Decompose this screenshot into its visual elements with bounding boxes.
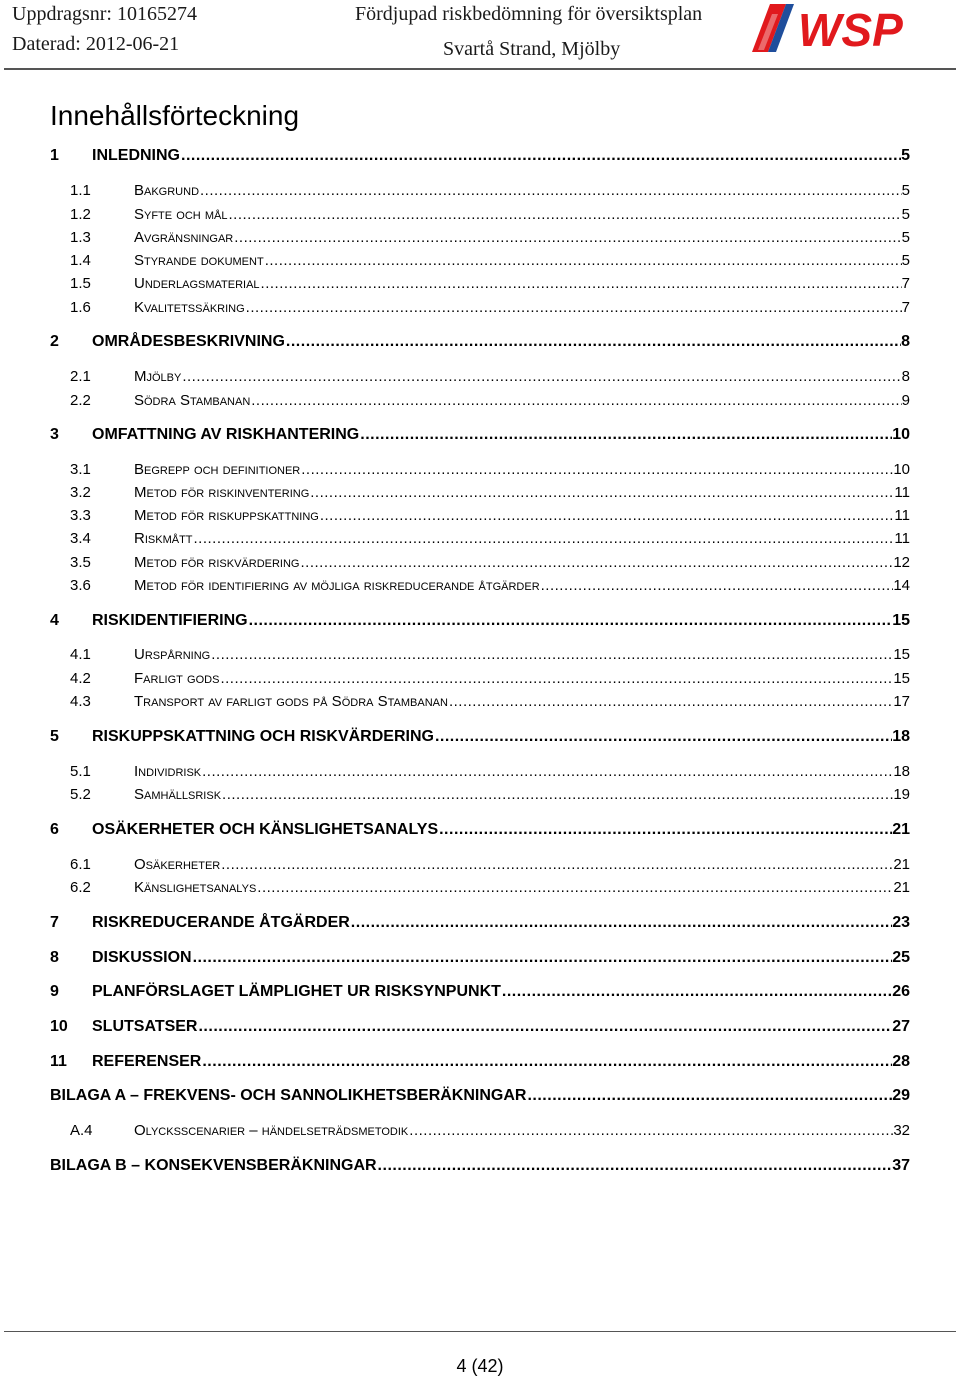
toc-entry-number: 5 — [50, 728, 59, 745]
toc-entry-number: 4.1 — [70, 646, 91, 663]
toc-entry[interactable] — [0, 484, 910, 501]
footer-divider — [4, 1331, 956, 1332]
assignment-number: Uppdragsnr: 10165274 — [12, 3, 197, 25]
toc-dot-leader — [193, 530, 895, 547]
toc-heading: Innehållsförteckning — [50, 100, 300, 131]
toc-entry-page: 8 — [901, 368, 910, 385]
toc-entry-number: 3.4 — [70, 530, 91, 547]
toc-entry[interactable] — [0, 763, 910, 780]
toc-entry-number: 3.3 — [70, 507, 91, 524]
toc-entry-page: 23 — [892, 914, 910, 931]
toc-entry-title: Olycksscenarier – händelseträdsmetodik — [134, 1122, 409, 1139]
toc-dot-leader — [248, 612, 893, 630]
toc-entry[interactable] — [0, 426, 910, 444]
toc-entry-page: 5 — [901, 147, 910, 164]
toc-entry-title: OSÄKERHETER OCH KÄNSLIGHETSANALYS — [92, 821, 439, 838]
toc-entry-title: Underlagsmaterial — [134, 275, 260, 292]
toc-dot-leader — [233, 229, 901, 246]
toc-entry-title: Transport av farligt gods på Södra Stambanan — [134, 693, 448, 710]
toc-entry-page: 14 — [893, 577, 910, 594]
toc-entry-page: 9 — [901, 392, 910, 409]
toc-entry-title: Riskmått — [134, 530, 193, 547]
toc-entry-title: Södra Stambanan — [134, 392, 251, 409]
toc-entry-number: 1.2 — [70, 206, 91, 223]
toc-entry-number: 4.3 — [70, 693, 91, 710]
toc-entry[interactable] — [0, 1087, 910, 1105]
toc-entry-page: 26 — [892, 983, 910, 1000]
toc-entry-number: 3.2 — [70, 484, 91, 501]
toc-entry[interactable] — [0, 461, 910, 478]
toc-entry[interactable] — [0, 333, 910, 351]
toc-entry-title: OMRÅDESBESKRIVNING — [92, 333, 285, 350]
toc-entry[interactable] — [0, 252, 910, 269]
toc-dot-leader — [319, 507, 895, 524]
document-title: Fördjupad riskbedömning för översiktsplan — [355, 3, 703, 25]
toc-dot-leader — [199, 182, 902, 199]
toc-entry[interactable] — [0, 786, 910, 803]
toc-dot-leader — [180, 147, 901, 165]
toc-entry-page: 21 — [893, 856, 910, 873]
toc-entry-title: Farligt gods — [134, 670, 220, 687]
toc-entry-number: 1.5 — [70, 275, 91, 292]
toc-entry[interactable] — [0, 856, 910, 873]
toc-dot-leader — [250, 392, 901, 409]
toc-entry-page: 27 — [892, 1018, 910, 1035]
toc-entry-page: 19 — [893, 786, 910, 803]
toc-entry[interactable] — [0, 530, 910, 547]
toc-entry-number: 11 — [50, 1053, 67, 1070]
toc-dot-leader — [408, 1122, 893, 1139]
toc-entry[interactable] — [0, 554, 910, 571]
toc-dot-leader — [201, 763, 893, 780]
toc-entry-number: 3.1 — [70, 461, 91, 478]
toc-entry[interactable] — [0, 392, 910, 409]
toc-entry-page: 32 — [893, 1122, 910, 1139]
toc-entry-title: Mjölby — [134, 368, 182, 385]
toc-dot-leader — [438, 821, 892, 839]
toc-entry-page: 10 — [892, 426, 910, 443]
toc-entry-page: 7 — [901, 299, 910, 316]
toc-entry-title: Samhällsrisk — [134, 786, 222, 803]
toc-entry-title: BILAGA B – KONSEKVENSBERÄKNINGAR — [50, 1157, 377, 1174]
toc-entry-page: 5 — [901, 252, 910, 269]
toc-entry-page: 18 — [892, 728, 910, 745]
toc-dot-leader — [285, 333, 901, 351]
toc-entry-title: Begrepp och definitioner — [134, 461, 301, 478]
toc-entry[interactable] — [0, 368, 910, 385]
toc-entry-title: SLUTSATSER — [92, 1018, 198, 1035]
toc-dot-leader — [197, 1018, 892, 1036]
toc-entry[interactable] — [0, 182, 910, 199]
toc-entry[interactable] — [0, 728, 910, 746]
toc-entry[interactable] — [0, 1122, 910, 1139]
toc-dot-leader — [540, 577, 894, 594]
toc-entry[interactable] — [0, 275, 910, 292]
toc-entry-page: 11 — [894, 484, 910, 501]
toc-dot-leader — [220, 856, 893, 873]
toc-entry-page: 5 — [901, 206, 910, 223]
toc-entry[interactable] — [0, 206, 910, 223]
toc-entry-page: 28 — [892, 1053, 910, 1070]
toc-entry-page: 12 — [893, 554, 910, 571]
toc-entry-number: 8 — [50, 949, 59, 966]
toc-dot-leader — [221, 786, 893, 803]
toc-entry-title: Metod för riskuppskattning — [134, 507, 319, 524]
toc-entry-title: Individrisk — [134, 763, 202, 780]
toc-entry[interactable] — [0, 983, 910, 1001]
toc-entry-page: 15 — [893, 670, 910, 687]
toc-dot-leader — [359, 426, 892, 444]
logo-text: WSP — [798, 4, 903, 56]
toc-entry[interactable] — [0, 1157, 910, 1175]
toc-entry-number: 7 — [50, 914, 59, 931]
toc-entry-page: 5 — [901, 229, 910, 246]
toc-entry-page: 15 — [893, 646, 910, 663]
toc-dot-leader — [245, 299, 902, 316]
toc-entry-number: 3 — [50, 426, 59, 443]
toc-dot-leader — [299, 554, 893, 571]
document-subtitle: Svartå Strand, Mjölby — [443, 38, 621, 60]
toc-entry-page: 37 — [892, 1157, 910, 1174]
toc-entry-number: 9 — [50, 983, 59, 1000]
toc-entry-page: 29 — [892, 1087, 910, 1104]
page-indicator: 4 (42) — [456, 1356, 504, 1376]
toc-entry-page: 21 — [892, 821, 910, 838]
toc-entry-number: 3.5 — [70, 554, 91, 571]
toc-dot-leader — [256, 879, 893, 896]
toc-entry-title: Avgränsningar — [134, 229, 234, 246]
toc-dot-leader — [219, 670, 893, 687]
toc-entry-title: Osäkerheter — [134, 856, 221, 873]
toc-entry[interactable] — [0, 879, 910, 896]
toc-entry[interactable] — [0, 147, 910, 165]
toc-dot-leader — [264, 252, 902, 269]
toc-entry[interactable] — [0, 914, 910, 932]
toc-dot-leader — [300, 461, 893, 478]
toc-dot-leader — [260, 275, 902, 292]
toc-entry-number: 4.2 — [70, 670, 91, 687]
toc-entry-number: 10 — [50, 1018, 68, 1035]
toc-entry-number: 2.2 — [70, 392, 91, 409]
toc-entry[interactable] — [0, 1053, 910, 1071]
toc-entry-title: RISKREDUCERANDE ÅTGÄRDER — [92, 914, 350, 931]
toc-entry-page: 25 — [892, 949, 910, 966]
toc-entry-number: 6 — [50, 821, 59, 838]
document-date: Daterad: 2012-06-21 — [12, 33, 180, 55]
toc-dot-leader — [228, 206, 902, 223]
toc-entry-title: DISKUSSION — [92, 949, 192, 966]
toc-entry-page: 11 — [894, 507, 910, 524]
toc-entry[interactable] — [0, 577, 910, 594]
toc-entry-number: A.4 — [70, 1122, 93, 1139]
toc-entry[interactable] — [0, 693, 910, 710]
toc-entry[interactable] — [0, 670, 910, 687]
toc-entry-number: 2 — [50, 333, 59, 350]
toc-entry-number: 6.2 — [70, 879, 91, 896]
toc-dot-leader — [181, 368, 901, 385]
toc-entry-title: Kvalitetssäkring — [134, 299, 245, 316]
toc-entry-title: Bakgrund — [134, 182, 200, 199]
toc-entry-number: 5.2 — [70, 786, 91, 803]
toc-entry-number: 1.6 — [70, 299, 91, 316]
toc-entry-number: 4 — [50, 612, 59, 629]
toc-dot-leader — [309, 484, 894, 501]
toc-entry-title: BILAGA A – FREKVENS- OCH SANNOLIKHETSBERÄKNINGAR — [50, 1087, 527, 1104]
toc-entry-title: PLANFÖRSLAGET LÄMPLIGHET UR RISKSYNPUNKT — [92, 983, 501, 1000]
toc-entry-page: 18 — [893, 763, 910, 780]
toc-entry-number: 1.1 — [70, 182, 91, 199]
toc-entry[interactable] — [0, 821, 910, 839]
toc-entry-number: 6.1 — [70, 856, 91, 873]
toc-entry-page: 11 — [894, 530, 910, 547]
toc-dot-leader — [448, 693, 893, 710]
toc-entry[interactable] — [0, 949, 910, 967]
toc-entry[interactable] — [0, 507, 910, 524]
toc-entry-page: 8 — [901, 333, 910, 350]
toc-entry[interactable] — [0, 612, 910, 630]
toc-entry-title: INLEDNING — [92, 147, 180, 164]
toc-entry-page: 17 — [893, 693, 910, 710]
toc-dot-leader — [526, 1087, 892, 1105]
toc-entry[interactable] — [0, 646, 910, 663]
toc-entry-title: Metod för riskvärdering — [134, 554, 300, 571]
toc-entry-page: 21 — [893, 879, 910, 896]
toc-entry-title: Styrande dokument — [134, 252, 264, 269]
toc-entry-title: Metod för riskinventering — [134, 484, 310, 501]
toc-entry-number: 5.1 — [70, 763, 91, 780]
toc-entry[interactable] — [0, 1018, 910, 1036]
toc-entry-number: 1 — [50, 147, 59, 164]
toc-entry-page: 5 — [901, 182, 910, 199]
toc-dot-leader — [350, 914, 892, 932]
toc-dot-leader — [210, 646, 893, 663]
toc-entry-number: 1.3 — [70, 229, 91, 246]
toc-entry-title: Metod för identifiering av möjliga riskreducerande åtgärder — [134, 577, 540, 594]
toc-entry-page: 10 — [893, 461, 910, 478]
toc-entry-title: Syfte och mål — [134, 206, 228, 223]
toc-dot-leader — [201, 1053, 892, 1071]
toc-entry-title: OMFATTNING AV RISKHANTERING — [92, 426, 360, 443]
toc-entry[interactable] — [0, 229, 910, 246]
toc-entry[interactable] — [0, 299, 910, 316]
toc-entry-title: Känslighetsanalys — [134, 879, 257, 896]
toc-entry-title: REFERENSER — [92, 1053, 202, 1070]
toc-entry-page: 15 — [892, 612, 910, 629]
toc-entry-number: 3.6 — [70, 577, 91, 594]
toc-entry-title: RISKIDENTIFIERING — [92, 612, 248, 629]
toc-dot-leader — [377, 1157, 893, 1175]
toc-entry-number: 1.4 — [70, 252, 91, 269]
toc-dot-leader — [501, 983, 892, 1001]
toc-dot-leader — [434, 728, 892, 746]
toc-entry-page: 7 — [901, 275, 910, 292]
toc-entry-title: RISKUPPSKATTNING OCH RISKVÄRDERING — [92, 728, 434, 745]
toc-entry-number: 2.1 — [70, 368, 91, 385]
toc-entry-title: Urspårning — [134, 646, 211, 663]
toc-dot-leader — [192, 949, 893, 967]
